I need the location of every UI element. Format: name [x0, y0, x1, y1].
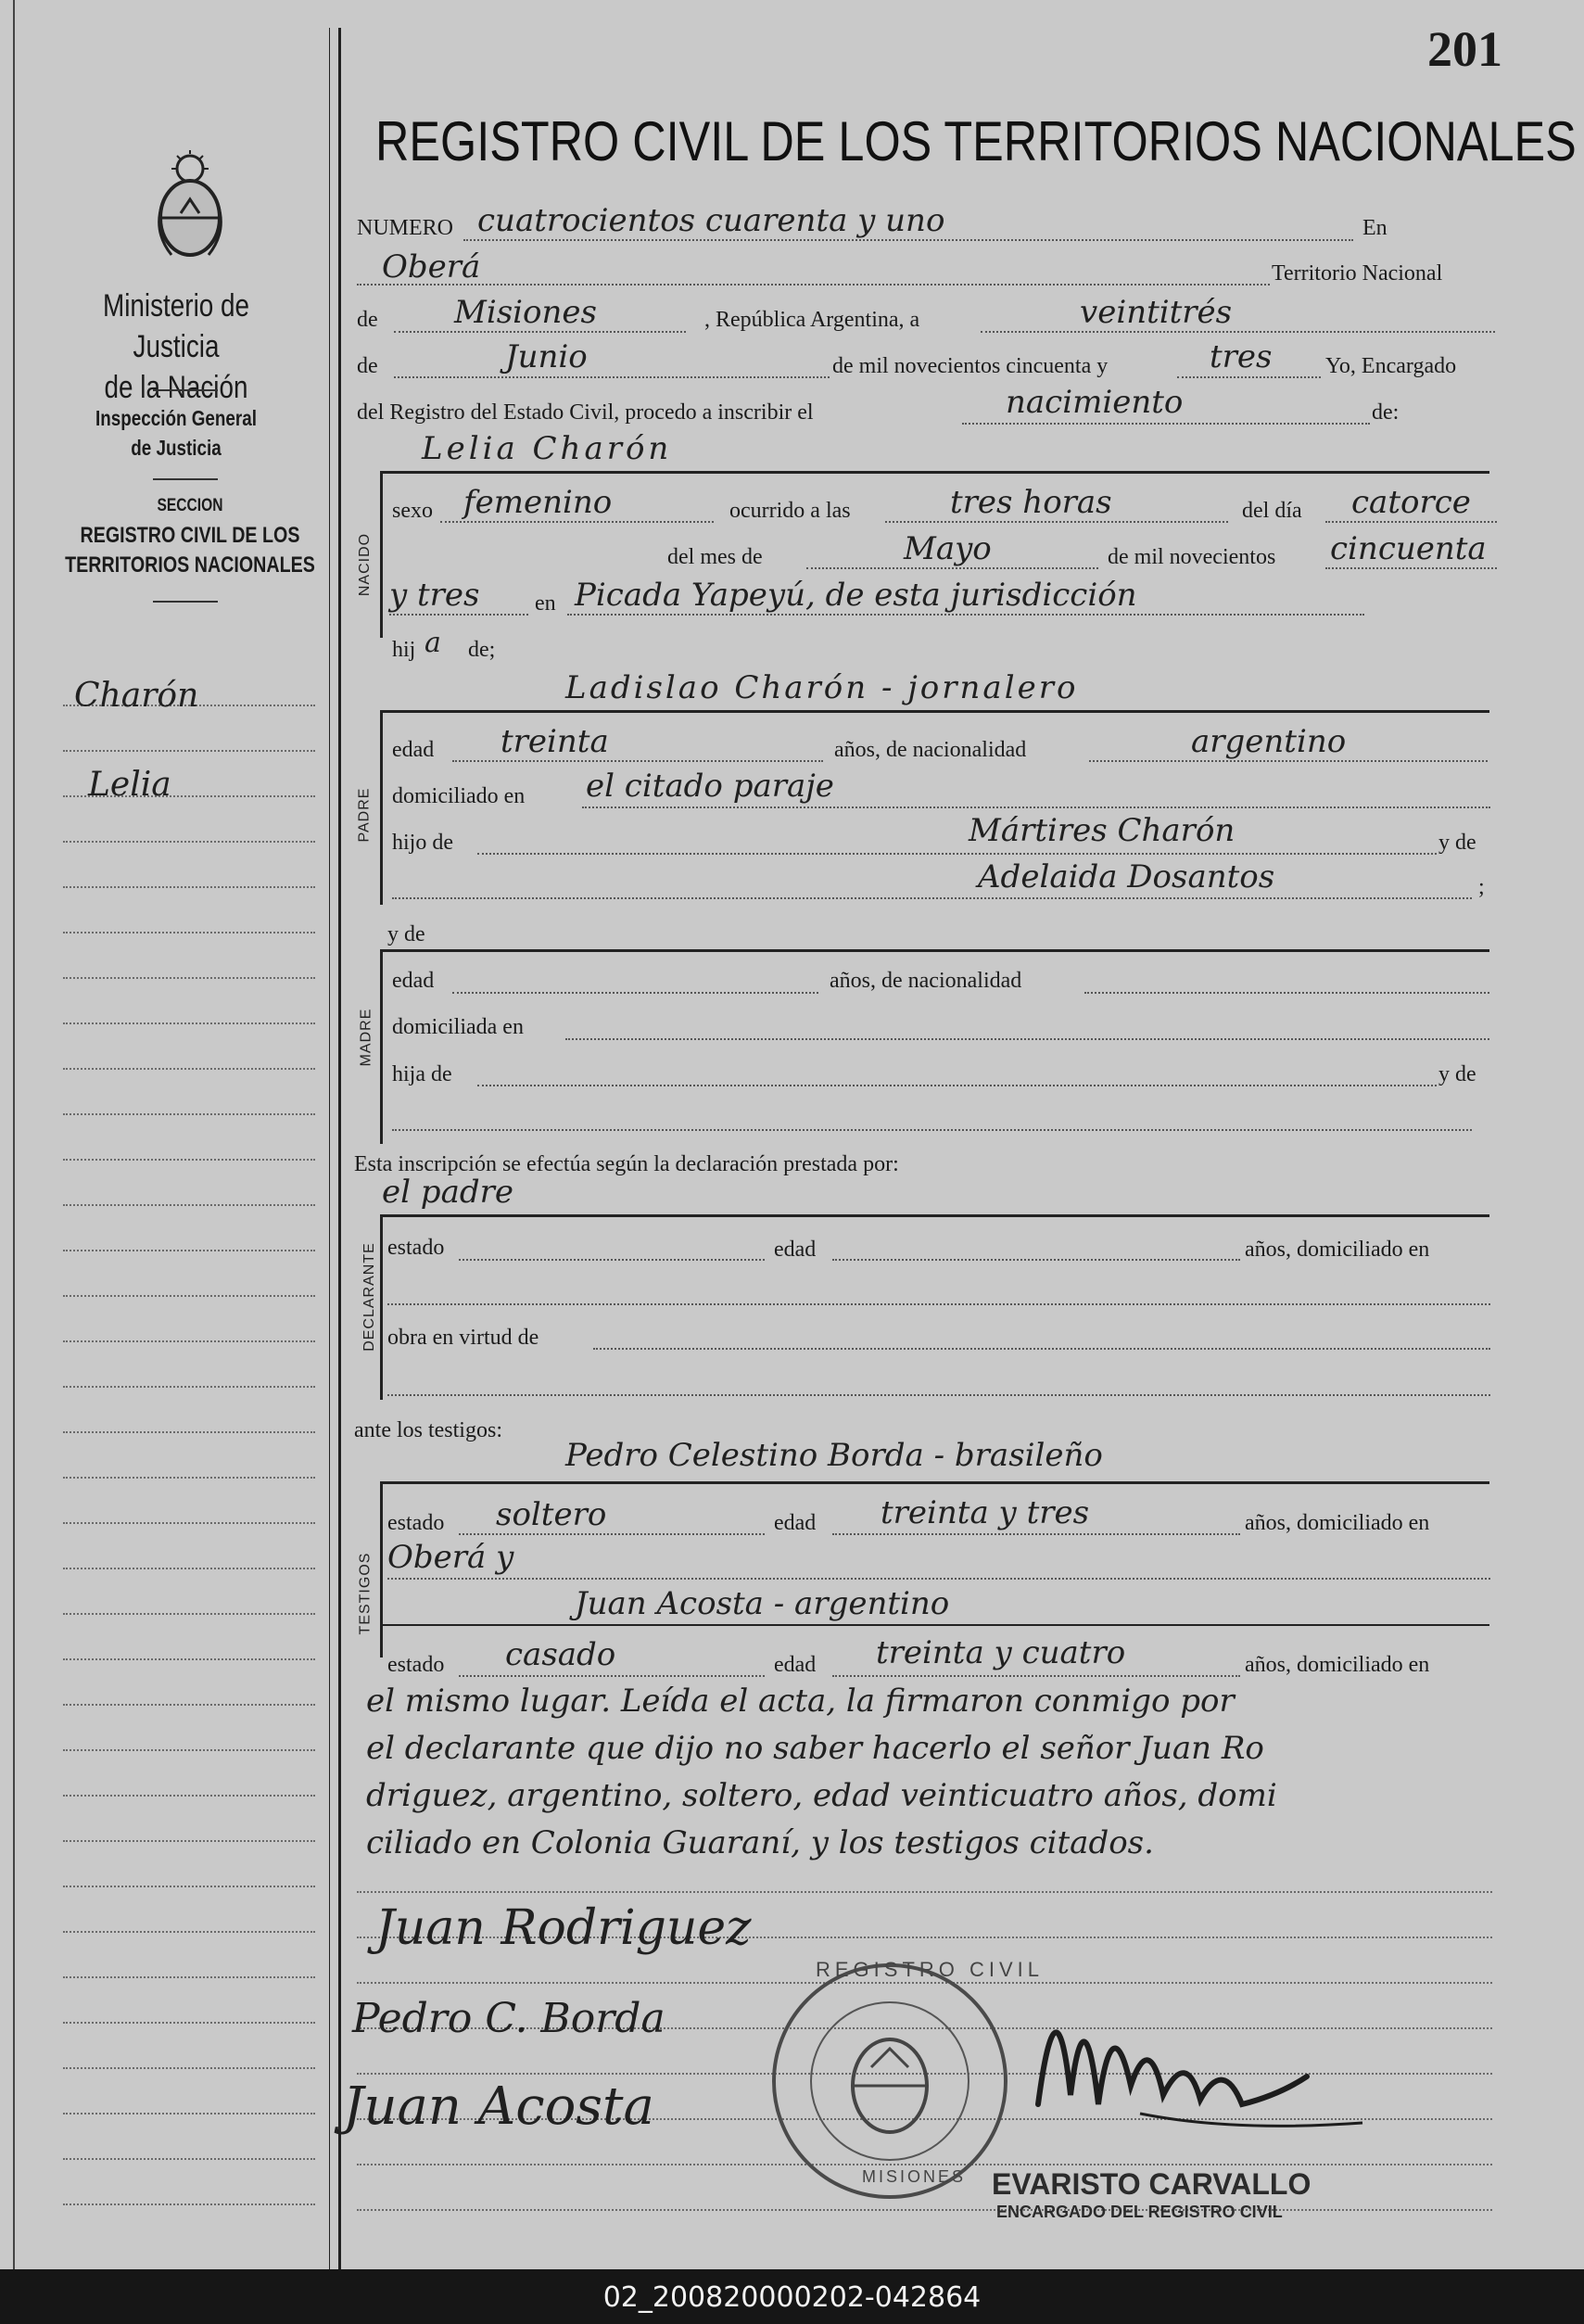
del-registro-label: del Registro del Estado Civil, procedo a inscribir el — [357, 400, 814, 425]
madre-dom-line — [565, 1038, 1489, 1040]
sidebar-rule-line — [63, 1477, 315, 1479]
dia-value: veintitrés — [1080, 294, 1233, 331]
sidebar-divider-3 — [153, 601, 218, 603]
en-label: En — [1362, 216, 1388, 240]
sidebar-rule-line — [63, 1568, 315, 1569]
declarante-anos-label: años, domiciliado en — [1245, 1238, 1430, 1262]
testigos-bracket — [380, 1481, 383, 1657]
anio-line — [1177, 376, 1321, 378]
hij-label: hij — [392, 638, 416, 662]
t2-estado-label: estado — [387, 1653, 445, 1677]
anio-nac-cont-value: y tres — [389, 577, 480, 614]
lugar-value: Oberá — [382, 248, 481, 286]
madre-hija-de-2-line — [392, 1129, 1472, 1131]
declarante-section-label: DECLARANTE — [361, 1242, 377, 1352]
padre-rule — [382, 710, 1489, 713]
sidebar-rule-line — [63, 2067, 315, 2069]
territorio-label: Territorio Nacional — [1272, 261, 1443, 286]
sexo-value: femenino — [463, 484, 613, 521]
de-mil-label: de mil novecientos cincuenta y — [832, 354, 1109, 378]
obra-line-2 — [387, 1394, 1490, 1396]
sidebar-rule-line — [63, 977, 315, 979]
signature-juan-acosta: Juan Acosta — [343, 2076, 654, 2137]
madre-hija-de-line — [477, 1085, 1437, 1086]
sidebar-rule-line — [63, 1340, 315, 1342]
margin-line-inner — [329, 28, 330, 2269]
padre-dom-value: el citado paraje — [586, 768, 834, 805]
sidebar-rule-line — [63, 1295, 315, 1297]
declarante-estado-label: estado — [387, 1236, 445, 1260]
madre-nac-line — [1084, 992, 1489, 994]
sidebar-divider — [153, 389, 218, 391]
padre-hijo-de-1-value: Mártires Charón — [969, 812, 1236, 849]
padre-nac-value: argentino — [1191, 723, 1347, 760]
lugar-nac-line — [567, 614, 1364, 616]
sidebar-rule-line — [63, 2113, 315, 2114]
mes-nac-value: Mayo — [904, 530, 992, 567]
yo-encargado-label: Yo, Encargado — [1325, 354, 1457, 378]
t2-edad-value: treinta y cuatro — [876, 1634, 1126, 1671]
madre-y-de-end-label: y de — [1438, 1062, 1476, 1086]
padre-edad-value: treinta — [501, 723, 609, 760]
sidebar-rule-line — [63, 2158, 315, 2160]
madre-edad-label: edad — [392, 969, 435, 993]
sidebar-rule-line — [63, 1613, 315, 1615]
sidebar-rule-line — [63, 1840, 315, 1842]
sidebar-rule-line — [63, 1022, 315, 1024]
t2-edad-label: edad — [774, 1653, 817, 1677]
sidebar-divider-2 — [153, 478, 218, 480]
declarante-edad-label: edad — [774, 1238, 817, 1262]
sidebar-rule-line — [63, 1113, 315, 1115]
sidebar-rule-line — [63, 1976, 315, 1978]
de-mil-nov-label: de mil novecientos — [1108, 545, 1276, 569]
t1-edad-line — [832, 1533, 1240, 1535]
t2-edad-line — [832, 1675, 1240, 1677]
testigos-section-label: TESTIGOS — [357, 1552, 374, 1635]
dia-line — [981, 331, 1495, 333]
sidebar-rule-line — [63, 932, 315, 933]
numero-line — [463, 239, 1353, 241]
mes-nac-line — [806, 567, 1098, 569]
t2-estado-line — [459, 1675, 765, 1677]
de-semi-label: de; — [468, 638, 496, 662]
del-mes-label: del mes de — [667, 545, 763, 569]
seal-lower-text: MISIONES — [862, 2167, 967, 2186]
obra-label: obra en virtud de — [387, 1326, 539, 1350]
sidebar-rule-line — [63, 1250, 315, 1251]
page-title: REGISTRO CIVIL DE LOS TERRITORIOS NACIONALES — [375, 110, 1577, 172]
closing-line-2: el declarante que dijo no saber hacerlo el señor Juan Ro — [366, 1730, 1264, 1767]
padre-hijo-de-2-line — [392, 897, 1472, 899]
ministry-heading: Ministerio de Justicia de la Nación — [102, 288, 250, 405]
index-name: Lelia — [88, 766, 171, 804]
registrar-stamp-title: ENCARGADO DEL REGISTRO CIVIL — [996, 2203, 1283, 2221]
republica-label: , República Argentina, a — [704, 308, 920, 332]
madre-bracket — [380, 949, 383, 1144]
testigo2-value: Juan Acosta - argentino — [575, 1585, 950, 1622]
nacido-bracket — [380, 471, 383, 638]
sidebar-rule-line — [63, 1159, 315, 1161]
ocurrido-label: ocurrido a las — [729, 499, 851, 523]
signature-rule-line — [357, 1891, 1492, 1893]
sidebar-rule-line — [63, 1204, 315, 1206]
ante-testigos-label: ante los testigos: — [354, 1418, 502, 1442]
del-dia-label: del día — [1242, 499, 1302, 523]
sidebar-rule-line — [63, 750, 315, 752]
sidebar-rule-line — [63, 1931, 315, 1933]
t1-dom-line — [387, 1578, 1490, 1580]
signature-pedro-borda: Pedro C. Borda — [352, 1995, 665, 2042]
sidebar-rule-line — [63, 1749, 315, 1751]
padre-y-de-label: y de — [1438, 831, 1476, 855]
numero-label: NUMERO — [357, 216, 454, 240]
padre-bracket — [380, 710, 383, 905]
en-label-2: en — [535, 591, 556, 616]
de-colon-label: de: — [1372, 400, 1400, 425]
closing-line-3: driguez, argentino, soltero, edad veinticuatro años, domi — [366, 1777, 1277, 1814]
lugar-line — [357, 284, 1270, 286]
inspection-heading: Inspección General de Justicia — [95, 406, 257, 460]
dia-nac-line — [1325, 521, 1497, 523]
t1-estado-value: soltero — [496, 1496, 607, 1533]
t1-estado-line — [459, 1533, 765, 1535]
declarante-rule — [382, 1214, 1489, 1217]
numero-value: cuatrocientos cuarenta y uno — [477, 202, 945, 239]
padre-dom-label: domiciliado en — [392, 784, 526, 808]
closing-line-4: ciliado en Colonia Guaraní, y los testigos citados. — [366, 1824, 1154, 1861]
anio-nac-value: cincuenta — [1330, 530, 1487, 567]
padre-edad-line — [452, 760, 823, 762]
padre-edad-label: edad — [392, 738, 435, 762]
hora-line — [885, 521, 1228, 523]
signature-juan-rodriguez: Juan Rodriguez — [375, 1900, 752, 1956]
sidebar-rule-line — [63, 1795, 315, 1797]
left-edge-line — [13, 0, 15, 2269]
de-label-2: de — [357, 354, 378, 378]
sidebar-rule-line — [63, 1068, 315, 1070]
t1-dom-value: Oberá y — [387, 1539, 514, 1576]
testigos-rule — [382, 1481, 1489, 1484]
madre-section-label: MADRE — [358, 1008, 374, 1067]
nombre-value: Lelia Charón — [422, 430, 673, 467]
declarante-bracket — [380, 1214, 383, 1400]
nacido-section-label: NACIDO — [357, 532, 374, 597]
sidebar-rule-line — [63, 2203, 315, 2205]
declarante-value: el padre — [382, 1174, 513, 1211]
t1-anos-label: años, domiciliado en — [1245, 1511, 1430, 1535]
madre-y-de-label: y de — [387, 922, 425, 946]
declarante-dom-line — [387, 1303, 1490, 1305]
dia-nac-value: catorce — [1351, 484, 1471, 521]
esta-inscripcion-label: Esta inscripción se efectúa según la declaración prestada por: — [354, 1152, 899, 1176]
image-id-caption: 02_200820000202-042864 — [602, 2281, 982, 2314]
registrar-signature — [1001, 1947, 1372, 2151]
sidebar-rule-line — [63, 1431, 315, 1433]
madre-rule — [382, 949, 1489, 952]
padre-nac-label: años, de nacionalidad — [834, 738, 1027, 762]
anio-value: tres — [1210, 338, 1273, 375]
acto-line — [962, 423, 1370, 425]
madre-nac-label: años, de nacionalidad — [830, 969, 1022, 993]
t1-edad-value: treinta y tres — [881, 1494, 1090, 1531]
testigo2-rule — [382, 1624, 1489, 1626]
mes-line — [394, 376, 830, 378]
anio-nac-line — [1325, 567, 1497, 569]
declarante-edad-line — [832, 1259, 1240, 1261]
madre-dom-label: domiciliada en — [392, 1015, 524, 1039]
padre-semicolon: ; — [1478, 875, 1485, 899]
testigo1-value: Pedro Celestino Borda - brasileño — [565, 1437, 1103, 1474]
margin-line — [338, 28, 341, 2269]
signature-rule-line — [357, 2209, 1492, 2211]
lugar-nac-value: Picada Yapeyú, de esta jurisdicción — [575, 577, 1137, 614]
mes-value: Junio — [505, 338, 588, 375]
hora-value: tres horas — [950, 484, 1112, 521]
coat-of-arms-icon — [144, 148, 236, 269]
closing-line-1: el mismo lugar. Leída el acta, la firmaron conmigo por — [366, 1683, 1235, 1720]
sidebar-rule-line — [63, 1704, 315, 1706]
page-number: 201 — [1427, 21, 1502, 77]
padre-section-label: PADRE — [356, 787, 373, 843]
padre-hijo-de-line — [477, 853, 1437, 855]
obra-line — [593, 1348, 1490, 1350]
sexo-label: sexo — [392, 499, 433, 523]
index-surname: Charón — [74, 677, 199, 715]
sidebar-rule-line — [63, 1658, 315, 1660]
sidebar-rule-line — [63, 2022, 315, 2024]
anio-nac-cont-line — [389, 614, 528, 616]
sidebar-rule-line — [63, 1522, 315, 1524]
madre-hija-de-label: hija de — [392, 1062, 452, 1086]
nombre-rule — [382, 471, 1489, 474]
t2-estado-value: casado — [505, 1636, 616, 1673]
padre-dom-line — [582, 806, 1490, 808]
de-label: de — [357, 308, 378, 332]
padre-nac-line — [1089, 760, 1488, 762]
t1-edad-label: edad — [774, 1511, 817, 1535]
acto-value: nacimiento — [1006, 384, 1184, 421]
padre-nombre-value: Ladislao Charón - jornalero — [565, 669, 1079, 706]
madre-edad-line — [452, 992, 818, 994]
padre-hijo-de-label: hijo de — [392, 831, 453, 855]
section-heading: SECCION REGISTRO CIVIL DE LOS TERRITORIOS NACIONALES — [65, 496, 315, 578]
t1-estado-label: estado — [387, 1511, 445, 1535]
padre-hijo-de-2-value: Adelaida Dosantos — [978, 858, 1275, 895]
hij-suffix-value: a — [425, 627, 441, 659]
territorio-value: Misiones — [454, 294, 597, 331]
sidebar-rule-line — [63, 841, 315, 843]
registrar-stamp-name: EVARISTO CARVALLO — [992, 2167, 1312, 2201]
territorio-line — [394, 331, 686, 333]
seal-text: REGISTRO CIVIL — [816, 1958, 1045, 1981]
sidebar-rule-line — [63, 1386, 315, 1388]
declarante-estado-line — [459, 1259, 765, 1261]
sidebar-rule-line — [63, 886, 315, 888]
sidebar-rule-line — [63, 1886, 315, 1887]
sexo-line — [440, 521, 714, 523]
t2-anos-label: años, domiciliado en — [1245, 1653, 1430, 1677]
